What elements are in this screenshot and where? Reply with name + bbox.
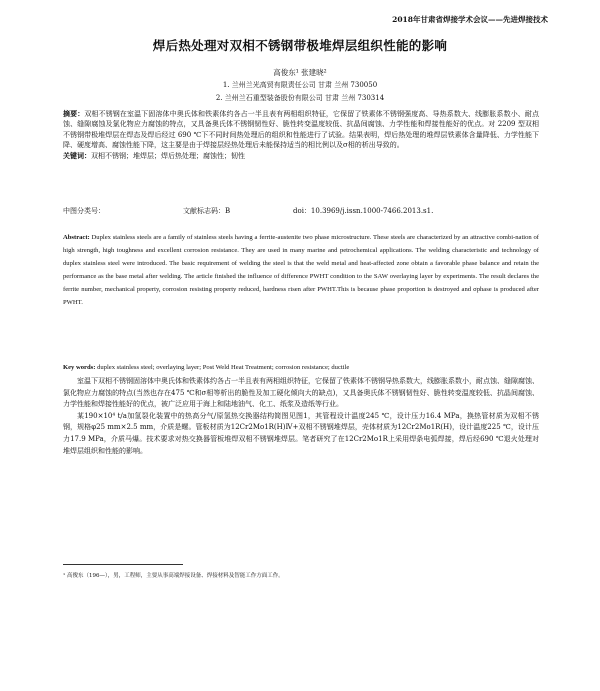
- doi: doi：10.3969/j.issn.1000-7466.2013.s1.: [293, 207, 434, 215]
- footnote: ¹ 高俊东（196—），男，工程师，主要从事高端焊接设备、焊接材料及智能工作方面工作。: [63, 573, 284, 579]
- affiliation-2: 2. 兰州兰石重型装备股份有限公司 甘肃 兰州 730314: [215, 94, 385, 102]
- document-code: 文献标志码：B: [183, 207, 231, 215]
- body-text: [63, 376, 539, 457]
- cn-abstract-label: 摘要：: [63, 109, 85, 118]
- footnote-rule: [63, 564, 183, 565]
- running-header: 2018年甘肃省焊接学术会议——先进焊接技术: [392, 15, 548, 24]
- cn-abstract-text: 双相不锈钢在室温下固溶体中奥氏体和铁素体约各占一半且表有两相组织特征，它保留了铁素体不锈钢强度高、导热系数大、线膨胀系数小、耐点蚀、缝隙腐蚀及氯化物应力腐蚀的特点，又具备奥氏体不锈钢韧性好、脆性转变温度较低、抗晶间腐蚀、力学性能和焊接性能好的优点。对 2209 型双相不锈钢带极堆焊层在焊态及焊后经过 690 ℃下不同时间热处理后的组织和性能进行了试验。结果表明，焊后热处理的堆焊层铁素体含量降低、力学性能下降、硬度增高、腐蚀性能下降，这主要是由于焊接层经热处理后未能保持适当的相比例以及σ相的析出导致的。: [63, 110, 540, 150]
- en-abstract-text: Duplex stainless steels are a family of stainless steels having a ferrite-austenite two phase microstructure. These steels are characterized by an attractive combi-nation of high strength, high toughness and excellent corrosion resistance. They are used in many marine and petrochemical applications. The welding characteristic and technology of duplex stainless steel were introduced. The basic requirement of welding the steel is that the weld metal and heat-affected zone obtain a favorable phase balance and retain the performance as the base metal after welding. The article finished the influence of difference PWHT condition to the SAW overlaying layer by experiments. The result declares the ferrite number, mechanical property, corrosion resisting property reduced, hardness risen after PWHT.This is because phase proportion is destroyed and σphase is produced after PWHT.: [63, 234, 539, 306]
- body-paragraph-2: 某190×10⁴ t/a加氢裂化装置中的热高分气/原氢热交换器结构简图见图1，其管程设计温度245 ℃，设计压力16.4 MPa，换热管材质为双相不锈钢，规格φ25 mm×2.5 mm，介质是螺。管板材质为12Cr2Mo1R(H)Ⅳ+双相不锈钢堆焊层，壳体材质为12Cr2Mo1R(H)，设计温度225 ℃，设计压力17.9 MPa，介质马爆。技术要求对热交换器管板堆焊双相不锈钢堆焊层。笔者研究了在12Cr2Mo1R上采用焊条电弧焊接，焊后经690 ℃退火处理对堆焊层组织和性能的影响。: [63, 411, 539, 455]
- authors: 高俊东¹ 张建晓²: [273, 68, 327, 77]
- en-keywords-label: Key words:: [63, 364, 96, 371]
- clc-label: 中图分类号：: [63, 207, 105, 215]
- affiliation-1: 1. 兰州兰光高贸有限责任公司 甘肃 兰州 730050: [222, 81, 378, 89]
- en-keywords-text: duplex stainless steel; overlaying layer; Post Weld Heat Treatment; corrosion resistance; ductile: [95, 364, 350, 371]
- cn-keywords-label: 关键词：: [63, 150, 91, 160]
- paper-title: 焊后热处理对双相不锈钢带极堆焊层组织性能的影响: [152, 38, 448, 53]
- en-abstract-label: Abstract:: [63, 234, 90, 241]
- cn-meta-row: [63, 206, 539, 216]
- body-paragraph-1: 室温下双相不锈钢固溶体中奥氏体和铁素体约各占一半且表有两相组织特征，它保留了铁素体不锈钢导热系数大，线膨胀系数小，耐点蚀、缝隙腐蚀、氯化物应力腐蚀的特点(当然也存在475 ℃和σ相等析出的脆性及加工硬化倾向大的缺点)，又具备奥氏体不锈钢韧性好、脆性转变温度较低、抗晶间腐蚀、力学性能和焊接性能好的优点，被广泛应用于海上和陆地油气、化工、纸浆及造纸等行业。: [63, 377, 539, 409]
- chinese-abstract: [63, 109, 539, 161]
- english-keywords: [63, 364, 539, 371]
- english-abstract: [63, 231, 539, 309]
- cn-keywords-text: 双相不锈钢；堆焊层；焊后热处理；腐蚀性；韧性: [91, 151, 245, 160]
